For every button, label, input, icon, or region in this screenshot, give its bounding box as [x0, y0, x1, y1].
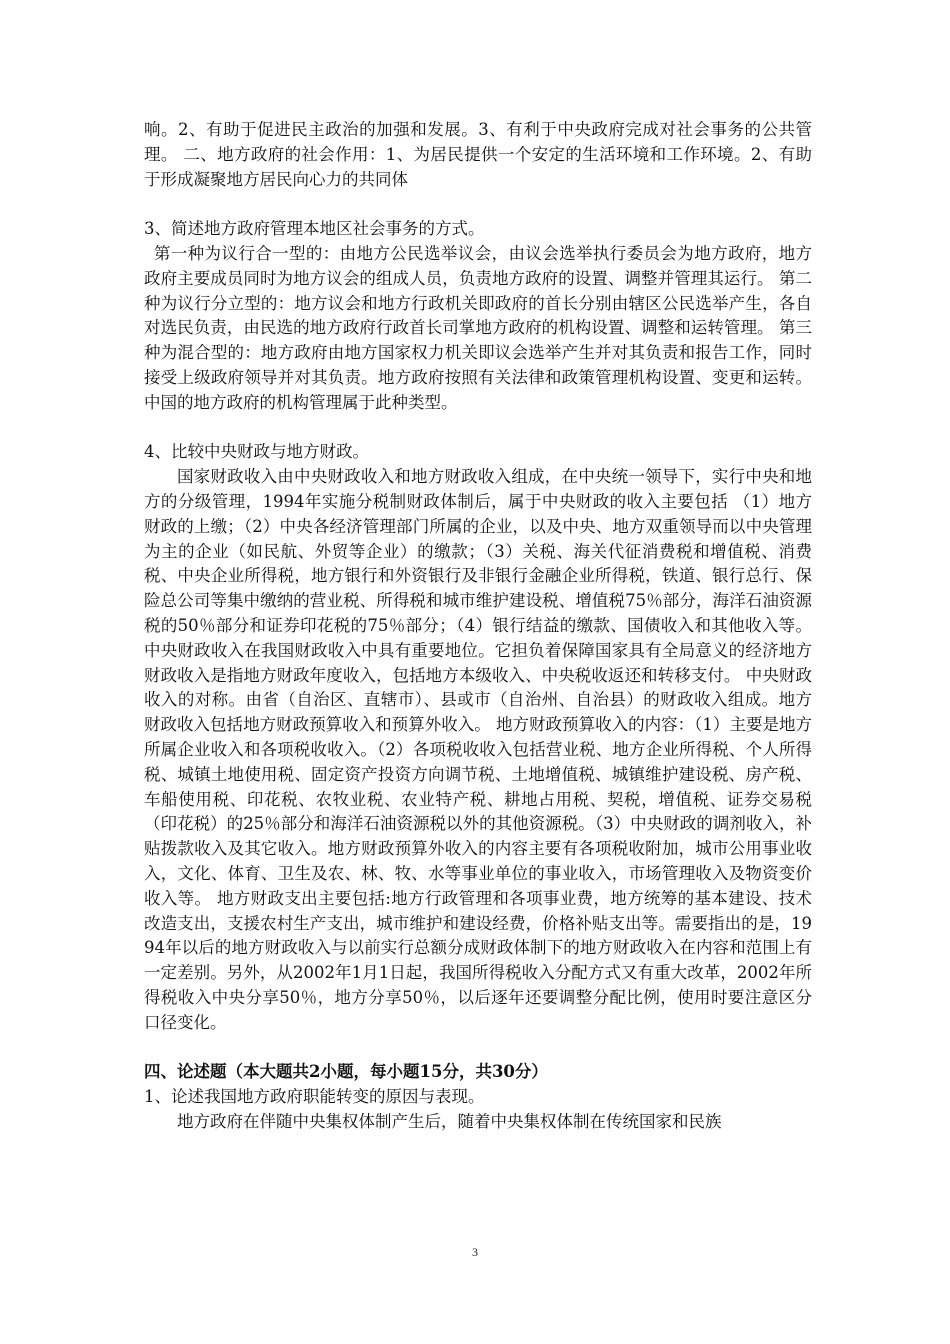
essay-1-answer: 地方政府在伴随中央集权体制产生后，随着中央集权体制在传统国家和民族: [177, 1111, 722, 1131]
question-3-title: 3、简述地方政府管理本地区社会事务的方式。: [144, 219, 485, 239]
page-number: 3: [472, 1245, 478, 1259]
question-4-title: 4、比较中央财政与地方财政。: [144, 442, 369, 462]
question-3-answer: 第一种为议行合一型的：由地方公民选举议会，由议会选举执行委员会为地方政府，地方政府主要成员同时为地方议会的组成人员，负责地方政府的设置、调整并管理其运行。 第二种为议行分立型的：地方议会和地方行政机关即政府的首长分别由辖区公民选举产生，各自对选民负责，由民选的地方政府行政首长司掌地方政府的机构设置、调整和运转管理。 第三种为混合型的：地方政府由地方国家权力机关即议会选举产生并对其负责和报告工作，同时接受上级政府领导并对其负责。地方政府按照有关法律和政策管理机构设置、变更和运转。中国的地方政府的机构管理属于此种类型。: [144, 243, 812, 412]
paragraph-gap: [144, 1035, 812, 1060]
paragraph-gap: [144, 192, 812, 217]
paragraph-continuation: 响。2、有助于促进民主政治的加强和发展。3、有利于中央政府完成对社会事务的公共管理。 二、地方政府的社会作用：1、为居民提供一个安定的生活环境和工作环境。2、有助于形成凝聚地方居民向心力的共同体: [144, 120, 812, 189]
question-4-answer: 国家财政收入由中央财政收入和地方财政收入组成，在中央统一领导下，实行中央和地方的分级管理，1994年实施分税制财政体制后，属于中央财政的收入主要包括 （1）地方财政的上缴；（2）中央各经济管理部门所属的企业，以及中央、地方双重领导而以中央管理为主的企业（如民航、外贸等企业）的缴款；（3）关税、海关代征消费税和增值税、消费税、中央企业所得税，地方银行和外资银行及非银行金融企业所得税，铁道、银行总行、保险总公司等集中缴纳的营业税、所得税和城市维护建设税、增值税75％部分，海洋石油资源税的50％部分和证券印花税的75％部分；（4）银行结益的缴款、国债收入和其他收入等。 中央财政收入在我国财政收入中具有重要地位。它担负着保障国家具有全局意义的经济地方财政收入是指地方财政年度收入，包括地方本级收入、中央税收返还和转移支付。 中央财政收入的对称。由省（自治区、直辖市）、县或市（自治州、自治县）的财政收入组成。地方财政收入包括地方财政预算收入和预算外收入。 地方财政预算收入的内容：（1）主要是地方所属企业收入和各项税收收入。（2）各项税收收入包括营业税、地方企业所得税、个人所得税、城镇土地使用税、固定资产投资方向调节税、土地增值税、城镇维护建设税、房产税、车船使用税、印花税、农牧业税、农业特产税、耕地占用税、契税，增值税、证券交易税（印花税）的25％部分和海洋石油资源税以外的其他资源税。（3）中央财政的调剂收入，补贴拨款收入及其它收入。地方财政预算外收入的内容主要有各项税收附加，城市公用事业收入，文化、体育、卫生及农、林、牧、水等事业单位的事业收入，市场管理收入及物资变价收入等。 地方财政支出主要包括:地方行政管理和各项事业费，地方统筹的基本建设、技术改造支出，支援农村生产支出，城市维护和建设经费，价格补贴支出等。需要指出的是，1994年以后的地方财政收入与以前实行总额分成财政体制下的地方财政收入在内容和范围上有一定差别。另外，从2002年1月1日起，我国所得税收入分配方式又有重大改革，2002年所得税收入中央分享50％，地方分享50％，以后逐年还要调整分配比例，使用时要注意区分口径变化。: [144, 467, 812, 1032]
section-4-heading: 四、论述题（本大题共2小题，每小题15分，共30分）: [144, 1062, 548, 1082]
paragraph-gap: [144, 416, 812, 441]
essay-1-title: 1、论述我国地方政府职能转变的原因与表现。: [144, 1087, 485, 1107]
document-body: [144, 118, 812, 1135]
